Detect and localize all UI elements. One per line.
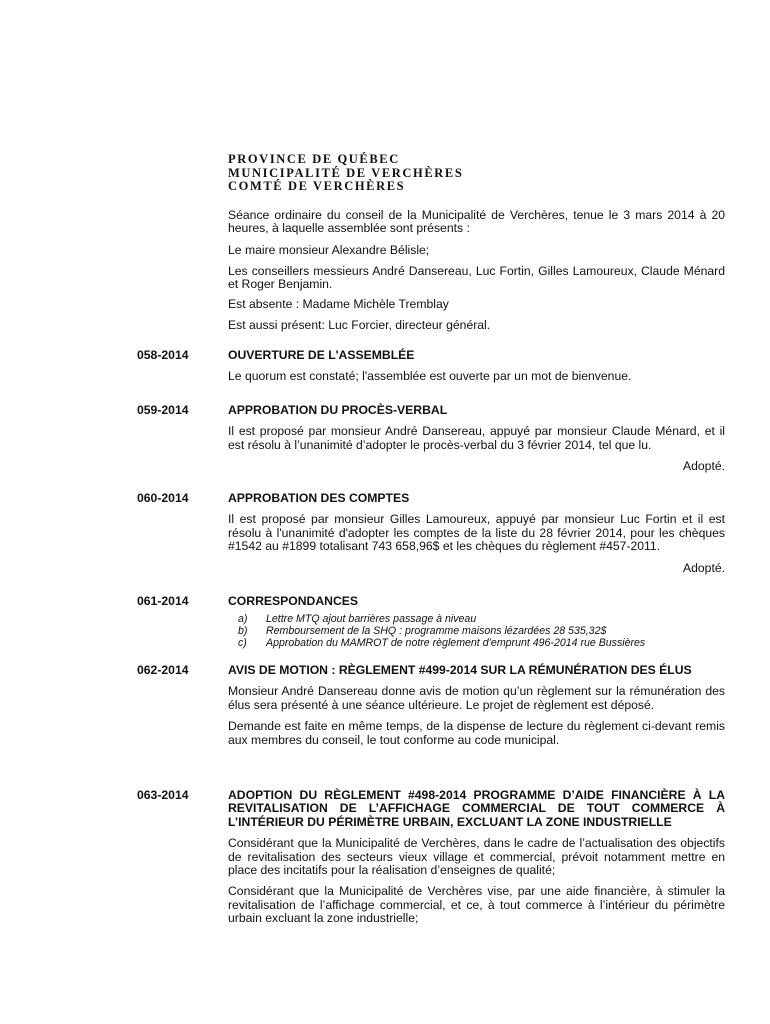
present-line: Est aussi présent: Luc Forcier, directeur général. [228, 318, 491, 332]
correspondence-list [228, 614, 725, 649]
adopted-label: Adopté. [682, 459, 725, 474]
resolution-title: ADOPTION DU RÈGLEMENT #498-2014 PROGRAMME D’AIDE FINANCIÈRE À LA REVITALISATION DE L’AFFICHAGE COMMERCIAL DE TOUT COMMERCE À L’INTÉRIEUR DU PÉRIMÈTRE URBAIN, EXCLUANT LA ZONE INDUSTRIELLE [228, 788, 725, 829]
intro-paragraph: Séance ordinaire du conseil de la Municipalité de Verchères, tenue le 3 mars 2014 à 20 heures, à laquelle assemblée sont présents : [228, 208, 725, 236]
resolution-062 [228, 664, 725, 747]
list-item-letter: c) [238, 636, 247, 649]
resolution-title: AVIS DE MOTION : RÈGLEMENT #499-2014 SUR LA RÉMUNÉRATION DES ÉLUS [228, 663, 692, 677]
resolution-text: Monsieur André Dansereau donne avis de motion qu’un règlement sur la rémunération des élus sera présenté à une séance ultérieure. Le projet de règlement est déposé. [228, 684, 725, 712]
resolution-063 [228, 789, 725, 926]
resolution-text: Le quorum est constaté; l'assemblée est ouverte par un mot de bienvenue. [228, 369, 632, 384]
resolution-title: OUVERTURE DE L'ASSEMBLÉE [228, 348, 415, 362]
intro-mayor [228, 244, 725, 257]
resolution-number: 059-2014 [137, 403, 189, 417]
resolution-text: Demande est faite en même temps, de la dispense de lecture du règlement ci-devant remis aux membres du conseil, le tout conforme au code municipal. [228, 719, 725, 747]
list-item-letter: a) [238, 613, 248, 626]
header-province: PROVINCE DE QUÉBEC [228, 152, 400, 166]
intro-councillors [228, 265, 725, 292]
resolution-number: 062-2014 [137, 663, 189, 677]
list-item-letter: b) [238, 625, 248, 637]
resolution-title: CORRESPONDANCES [228, 594, 359, 608]
adopted-label: Adopté. [682, 560, 725, 575]
resolution-text: Considérant que la Municipalité de Verchères vise, par une aide financière, à stimuler la revitalisation de l’affichage commercial, et ce, à tout commerce à l’intérieur du périmètre urbain excluant la zone industrielle; [228, 884, 725, 926]
resolution-058 [228, 349, 725, 384]
header-county: COMTÉ DE VERCHÈRES [228, 179, 406, 193]
list-item-text: Approbation du MAMROT de notre règlement d’emprunt 496-2014 rue Bussières [266, 636, 646, 649]
resolution-number: 061-2014 [137, 594, 189, 608]
intro-absent [228, 298, 725, 311]
resolution-title: APPROBATION DES COMPTES [228, 491, 410, 505]
list-item [228, 626, 725, 638]
document-header [228, 153, 463, 194]
resolution-text: Il est proposé par monsieur Gilles Lamoureux, appuyé par monsieur Luc Fortin et il est résolu à l'unanimité d'adopter les comptes de la liste du 28 février 2014, pour les chèques #1542 au #1899 totalisant 743 658,96$ et les chèques du règlement #457-2011. [228, 512, 725, 554]
resolution-text: Considérant que la Municipalité de Verchères, dans le cadre de l’actualisation des objectifs de revitalisation des secteurs vieux village et commercial, prévoit notamment mettre en place des incitatifs pour la réalisation d’enseignes de qualité; [228, 836, 725, 878]
resolution-061 [228, 595, 725, 649]
resolution-title: APPROBATION DU PROCÈS-VERBAL [228, 403, 448, 417]
list-item-text: Lettre MTQ ajout barrières passage à niveau [266, 613, 477, 626]
resolution-number: 060-2014 [137, 491, 189, 505]
intro-block [228, 209, 725, 236]
mayor-line: Le maire monsieur Alexandre Bélisle; [228, 243, 430, 257]
resolution-060 [228, 492, 725, 575]
resolution-059 [228, 404, 725, 474]
list-item [228, 638, 725, 650]
header-municipality: MUNICIPALITÉ DE VERCHÈRES [228, 165, 464, 180]
resolution-number: 063-2014 [137, 788, 189, 802]
resolution-text: Il est proposé par monsieur André Dansereau, appuyé par monsieur Claude Ménard, et il est résolu à l’unanimité d’adopter le procès-verbal du 3 février 2014, tel que lu. [228, 424, 725, 452]
list-item-text: Remboursement de la SHQ : programme maisons lézardées 28 535,32$ [266, 625, 607, 637]
resolution-number: 058-2014 [137, 348, 189, 362]
councillors-line: Les conseillers messieurs André Dansereau, Luc Fortin, Gilles Lamoureux, Claude Ménard et Roger Benjamin. [228, 264, 725, 292]
intro-present [228, 319, 725, 332]
absent-line: Est absente : Madame Michèle Tremblay [228, 297, 449, 311]
